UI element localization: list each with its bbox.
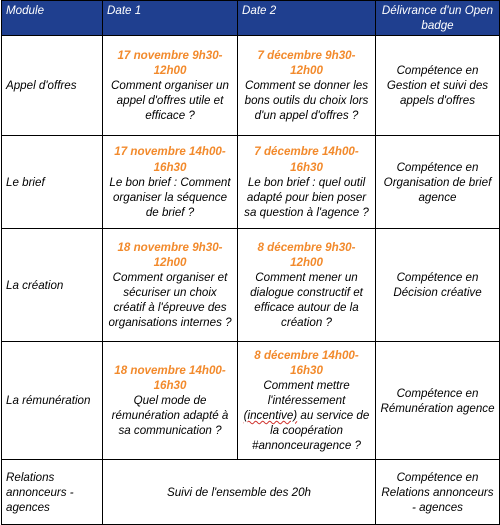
header-date2: Date 2 — [238, 1, 376, 36]
table-row — [2, 229, 500, 342]
session-topic: Comment se donner les bons outils du choix lors d'un appel d'offres ? — [244, 79, 369, 123]
session-topic — [242, 378, 371, 453]
date1-cell — [103, 342, 238, 460]
topic-part: Comment mettre l'intéressement — [263, 379, 350, 408]
session-topic: Quel mode de rémunération adapté à sa communication ? — [111, 394, 229, 438]
header-module: Module — [2, 1, 103, 36]
session-date: 7 décembre 14h00-16h30 — [254, 145, 359, 174]
session-date: 8 décembre 14h00-16h30 — [254, 348, 359, 377]
session-topic: Comment organiser un appel d'offres utile et efficace ? — [111, 79, 229, 123]
training-schedule-table — [1, 0, 500, 525]
date1-cell — [103, 136, 238, 229]
session-topic: Comment mener un dialogue constructif et efficace autour de la création ? — [250, 271, 363, 330]
table-row — [2, 342, 500, 460]
summary-cell: Suivi de l'ensemble des 20h — [103, 460, 376, 525]
date1-cell — [103, 36, 238, 136]
session-topic: Comment organiser et sécuriser un choix créatif à l'épreuve des organisations internes ? — [108, 271, 232, 330]
date1-cell — [103, 229, 238, 342]
badge-cell: Compétence en Relations annonceurs - agences — [376, 460, 500, 525]
module-cell: La rémunération — [2, 342, 103, 460]
date2-cell — [238, 36, 376, 136]
module-cell: Appel d'offres — [2, 36, 103, 136]
session-date: 17 novembre 14h00-16h30 — [114, 145, 226, 174]
session-date: 8 décembre 9h30-12h00 — [257, 240, 356, 269]
table-row — [2, 460, 500, 525]
table-row — [2, 136, 500, 229]
badge-cell: Compétence en Gestion et suivi des appels d'offres — [376, 36, 500, 136]
module-cell: Relations annonceurs - agences — [2, 460, 103, 525]
header-row — [2, 1, 500, 36]
session-topic: Le bon brief : Comment organiser la séquence de brief ? — [109, 175, 231, 219]
date2-cell — [238, 136, 376, 229]
table-row — [2, 36, 500, 136]
module-cell: Le brief — [2, 136, 103, 229]
spellcheck-word: (incentive) — [243, 409, 298, 423]
badge-cell: Compétence en Rémunération agence — [376, 342, 500, 460]
session-date: 18 novembre 14h00-16h30 — [114, 363, 226, 393]
header-badge: Délivrance d'un Open badge — [376, 1, 500, 36]
badge-cell: Compétence en Décision créative — [376, 229, 500, 342]
session-topic: Le bon brief : quel outil adapté pour bien poser sa question à l'agence ? — [244, 175, 369, 219]
topic-part: au service de la coopération #annonceuragence ? — [252, 409, 370, 453]
session-date: 7 décembre 9h30-12h00 — [257, 48, 356, 78]
session-date: 17 novembre 9h30-12h00 — [117, 48, 223, 78]
header-date1: Date 1 — [103, 1, 238, 36]
date2-cell — [238, 342, 376, 460]
date2-cell — [238, 229, 376, 342]
module-cell: La création — [2, 229, 103, 342]
session-date: 18 novembre 9h30-12h00 — [117, 240, 223, 269]
badge-cell: Compétence en Organisation de brief agence — [376, 136, 500, 229]
